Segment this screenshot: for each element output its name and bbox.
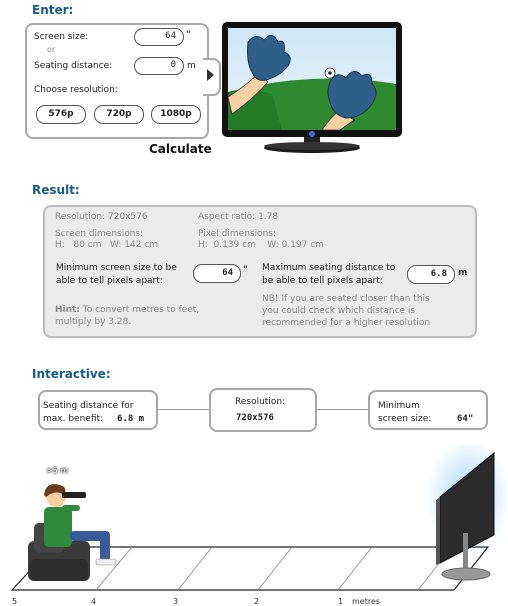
nb-line1: NB! If you are seated closer than this: [262, 294, 430, 304]
ruler-tick-2: 2: [254, 597, 260, 606]
ruler-unit-label: metres: [352, 597, 381, 606]
room-floor-scene: [0, 445, 508, 604]
screen-size-label: Screen size:: [34, 32, 89, 42]
hint-bold: Hint:: [55, 305, 80, 315]
resolution-1080p-button[interactable]: 1080p: [151, 105, 201, 124]
pixel-dimensions-values: H: 0.139 cm W: 0.197 cm: [198, 240, 324, 250]
min-screen-line2: screen size:: [378, 414, 432, 424]
screen-size-input[interactable]: 64: [134, 28, 184, 46]
ruler-tick-4: 4: [91, 597, 97, 606]
seating-distance-label: Seating distance:: [34, 61, 113, 71]
ruler-tick-3: 3: [173, 597, 179, 606]
max-distance-line1: Maximum seating distance to: [262, 263, 396, 273]
nb-line3: recommended for a higher resolution: [262, 318, 431, 328]
min-size-output: 64: [193, 264, 241, 283]
screen-size-unit: ": [186, 30, 191, 40]
connector-line: [316, 409, 369, 410]
hint-text: [55, 305, 199, 315]
pixel-dimensions-label: Pixel dimensions:: [198, 229, 277, 239]
play-arrow-icon: [205, 68, 215, 82]
ruler-tick-5: 5: [12, 597, 18, 606]
ruler-tick-1: 1: [338, 597, 344, 606]
seating-distance-unit: m: [187, 61, 196, 71]
resolution-box-value: 720x576: [236, 413, 274, 423]
tv-hands-illustration: [222, 22, 402, 157]
min-screen-line1: Minimum: [378, 401, 420, 411]
enter-heading: Enter:: [32, 3, 74, 17]
seating-distance-input[interactable]: 0: [134, 57, 184, 75]
result-resolution: Resolution: 720x576: [55, 212, 148, 222]
hint-line1: To convert metres to feet,: [79, 305, 200, 315]
result-heading: Result:: [32, 183, 80, 197]
or-label: or: [47, 45, 56, 54]
resolution-576p-button[interactable]: 576p: [36, 105, 86, 124]
resolution-box-label: Resolution:: [235, 397, 286, 407]
min-size-unit: ": [243, 265, 248, 275]
screen-dimensions-values: H: 80 cm W: 142 cm: [55, 240, 159, 250]
result-aspect-ratio: Aspect ratio: 1.78: [198, 212, 279, 222]
min-size-line1: Minimum screen size to be: [56, 263, 177, 273]
nb-line2: you could check which distance is: [262, 306, 416, 316]
choose-resolution-label: Choose resolution:: [34, 85, 118, 95]
seating-benefit-line1: Seating distance for: [43, 401, 134, 411]
connector-line: [158, 409, 210, 410]
seating-benefit-value: 6.8 m: [117, 414, 145, 424]
max-distance-unit: m: [458, 268, 468, 278]
max-distance-output: 6.8: [407, 265, 455, 284]
interactive-heading: Interactive:: [32, 367, 111, 381]
max-distance-line2: be able to tell pixels apart:: [262, 276, 383, 286]
resolution-box: [209, 388, 317, 432]
distance-badge: >5 m: [46, 466, 69, 475]
min-screen-value: 64": [457, 414, 474, 424]
min-size-line2: able to tell pixels apart:: [56, 276, 163, 286]
hint-line2: multiply by 3.28.: [55, 317, 132, 327]
seating-benefit-line2: max. benefit:: [43, 414, 104, 424]
calculate-button[interactable]: Calculate: [149, 142, 212, 156]
resolution-720p-button[interactable]: 720p: [94, 105, 144, 124]
screen-dimensions-label: Screen dimensions:: [55, 229, 144, 239]
